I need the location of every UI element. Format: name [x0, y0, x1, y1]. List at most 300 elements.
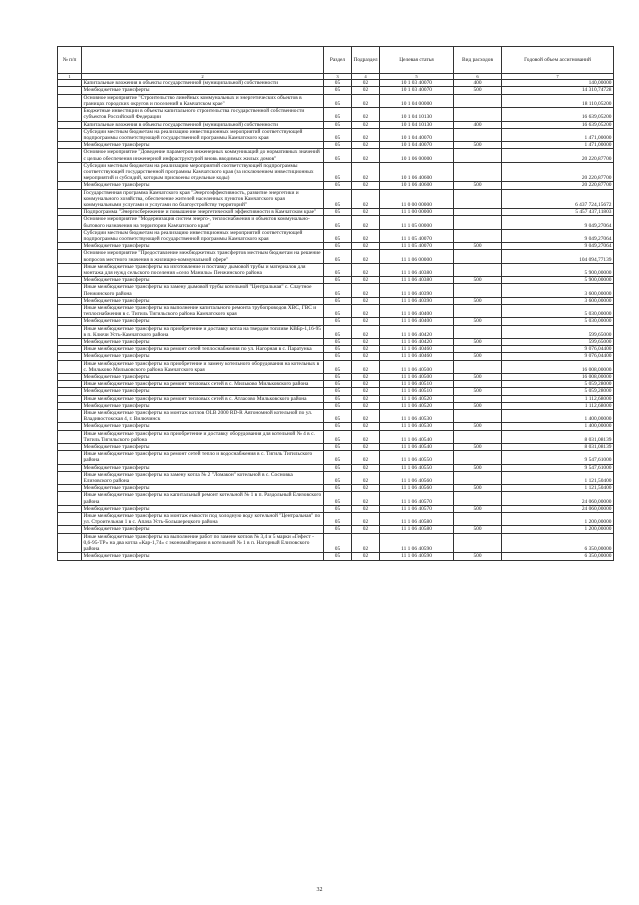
row-target-article-cell: 11 1 06 40540: [380, 444, 454, 451]
table-row: [58, 318, 614, 325]
row-section-cell: 05: [324, 182, 352, 189]
table-row: [58, 142, 614, 149]
row-number-cell: [58, 229, 82, 242]
row-number-cell: [58, 553, 82, 560]
row-subsection-cell: 02: [352, 263, 380, 276]
row-amount-cell: 20 220,87700: [502, 162, 614, 182]
row-target-article-cell: 11 1 06 40510: [380, 381, 454, 388]
table-row: [58, 216, 614, 229]
row-name-cell: Иные межбюджетные трансферты на ремонт сетей теплоснабжения по ул. Нагорная в с. Паратунка: [82, 346, 324, 353]
row-amount-cell: 140,00000: [502, 80, 614, 87]
row-number-cell: [58, 87, 82, 94]
table-row: [58, 464, 614, 471]
row-subsection-cell: 02: [352, 430, 380, 443]
column-number: 1: [58, 74, 82, 80]
row-amount-cell: 1 400,00000: [502, 423, 614, 430]
row-target-article-cell: 11 1 06 40550: [380, 464, 454, 471]
row-section-cell: 05: [324, 395, 352, 402]
row-section-cell: 05: [324, 325, 352, 338]
column-number: 5: [380, 74, 454, 80]
row-amount-cell: 9 049,27064: [502, 229, 614, 242]
row-name-cell: Межбюджетные трансферты: [82, 388, 324, 395]
row-target-article-cell: 11 1 06 40580: [380, 513, 454, 526]
row-amount-cell: 24 060,00000: [502, 492, 614, 505]
row-expense-type-cell: 500: [454, 464, 502, 471]
row-expense-type-cell: [454, 381, 502, 388]
row-subsection-cell: 02: [352, 388, 380, 395]
row-target-article-cell: 11 1 05 00000: [380, 216, 454, 229]
row-section-cell: 05: [324, 423, 352, 430]
table-row: [58, 410, 614, 423]
row-target-article-cell: 11 0 00 00000: [380, 189, 454, 209]
row-expense-type-cell: [454, 410, 502, 423]
row-name-cell: Иные межбюджетные трансферты на изготовление и поставку дымовой трубы и материалов для монтажа для нужд сельского поселения «село Манилы» Пенжинского района: [82, 263, 324, 276]
page-number: 32: [316, 887, 323, 893]
row-name-cell: Капитальные вложения в объекты государственной (муниципальной) собственности: [82, 80, 324, 87]
row-target-article-cell: 10 1 04 10130: [380, 121, 454, 128]
row-subsection-cell: 02: [352, 423, 380, 430]
row-number-cell: [58, 402, 82, 409]
row-number-cell: [58, 388, 82, 395]
row-subsection-cell: 02: [352, 395, 380, 402]
row-expense-type-cell: 500: [454, 485, 502, 492]
row-name-cell: Основное мероприятие "Строительство линейных коммунальных и энергетических объектов в границах городских округов и поселений в Камчатском крае": [82, 94, 324, 107]
row-target-article-cell: 11 1 06 40380: [380, 277, 454, 284]
row-name-cell: Субсидии местным бюджетам на реализацию инвестиционных мероприятий соответствующей подпрограммы соответствующей государственной программы Камчатского края: [82, 128, 324, 141]
row-name-cell: Межбюджетные трансферты: [82, 277, 324, 284]
table-row: [58, 374, 614, 381]
row-amount-cell: 16 008,00000: [502, 374, 614, 381]
row-amount-cell: 1 400,00000: [502, 410, 614, 423]
row-section-cell: 05: [324, 128, 352, 141]
row-subsection-cell: 02: [352, 277, 380, 284]
row-section-cell: 05: [324, 526, 352, 533]
row-number-cell: [58, 471, 82, 484]
row-expense-type-cell: [454, 471, 502, 484]
row-number-cell: [58, 108, 82, 121]
row-subsection-cell: 02: [352, 360, 380, 373]
row-number-cell: [58, 353, 82, 360]
table-body: [58, 80, 614, 560]
row-section-cell: 05: [324, 304, 352, 317]
row-amount-cell: 104 094,77139: [502, 250, 614, 263]
row-subsection-cell: 02: [352, 87, 380, 94]
row-name-cell: Основное мероприятие "Предоставление межбюджетных трансфертов местным бюджетам на решение вопросов местного значения в жилищно-коммунальной сфере": [82, 250, 324, 263]
row-section-cell: 05: [324, 471, 352, 484]
table-row: [58, 485, 614, 492]
row-amount-cell: 3 600,00000: [502, 297, 614, 304]
row-number-cell: [58, 121, 82, 128]
row-name-cell: Межбюджетные трансферты: [82, 243, 324, 250]
column-number: 2: [82, 74, 324, 80]
row-name-cell: Бюджетные инвестиции в объекты капитального строительства государственной собственности субъектов Российской Федерации: [82, 108, 324, 121]
row-expense-type-cell: [454, 451, 502, 464]
row-number-cell: [58, 142, 82, 149]
row-target-article-cell: 11 1 06 40390: [380, 284, 454, 297]
budget-table: [57, 46, 614, 561]
row-name-cell: Межбюджетные трансферты: [82, 339, 324, 346]
row-subsection-cell: 02: [352, 182, 380, 189]
table-row: [58, 94, 614, 107]
table-row: [58, 325, 614, 338]
row-subsection-cell: 02: [352, 243, 380, 250]
row-name-cell: Иные межбюджетные трансферты на замену котла № 2 "Ломакон" котельной в с. Сосновка Елизовского района: [82, 471, 324, 484]
row-expense-type-cell: [454, 209, 502, 216]
row-name-cell: Межбюджетные трансферты: [82, 444, 324, 451]
row-target-article-cell: 10 1 04 40070: [380, 128, 454, 141]
table-row: [58, 402, 614, 409]
row-expense-type-cell: [454, 430, 502, 443]
column-number: 4: [352, 74, 380, 80]
row-subsection-cell: 02: [352, 339, 380, 346]
col-name-header: [82, 47, 324, 74]
row-subsection-cell: 02: [352, 492, 380, 505]
row-section-cell: 05: [324, 263, 352, 276]
row-name-cell: Иные межбюджетные трансферты на ремонт сетей тепло и водоснабжения в с. Тигиль Тигильского района: [82, 451, 324, 464]
table-row: [58, 395, 614, 402]
table-row: [58, 471, 614, 484]
table-row: [58, 304, 614, 317]
row-amount-cell: 1 200,00000: [502, 513, 614, 526]
row-number-cell: [58, 128, 82, 141]
row-subsection-cell: 02: [352, 162, 380, 182]
row-amount-cell: 20 220,87700: [502, 149, 614, 162]
row-target-article-cell: 11 1 06 40540: [380, 430, 454, 443]
row-expense-type-cell: [454, 304, 502, 317]
row-expense-type-cell: [454, 128, 502, 141]
row-section-cell: 05: [324, 94, 352, 107]
row-amount-cell: 9 547,61000: [502, 451, 614, 464]
row-subsection-cell: 02: [352, 513, 380, 526]
row-amount-cell: 5 030,00000: [502, 318, 614, 325]
row-number-cell: [58, 263, 82, 276]
row-name-cell: Межбюджетные трансферты: [82, 142, 324, 149]
row-number-cell: [58, 80, 82, 87]
row-target-article-cell: 11 1 06 40520: [380, 395, 454, 402]
row-subsection-cell: 02: [352, 353, 380, 360]
row-name-cell: Основное мероприятие "Модернизация систем энерго-, теплоснабжения и объектов коммунально-бытового назначения на территории Камчатского края": [82, 216, 324, 229]
row-name-cell: Иные межбюджетные трансферты на монтаж емкости под холодную воду котельной "Центральная" по ул. Строительная 1 в с. Апача Усть-Большерецкого района: [82, 513, 324, 526]
row-expense-type-cell: 500: [454, 182, 502, 189]
row-section-cell: 05: [324, 209, 352, 216]
row-expense-type-cell: [454, 250, 502, 263]
row-number-cell: [58, 284, 82, 297]
row-target-article-cell: 10 1 06 40600: [380, 182, 454, 189]
row-number-cell: [58, 513, 82, 526]
row-target-article-cell: 11 1 00 00000: [380, 209, 454, 216]
row-target-article-cell: 10 1 04 10130: [380, 108, 454, 121]
row-amount-cell: 5 059,28000: [502, 381, 614, 388]
row-number-cell: [58, 410, 82, 423]
table-row: [58, 423, 614, 430]
row-target-article-cell: 11 1 06 40590: [380, 553, 454, 560]
row-name-cell: Иные межбюджетные трансферты на приобретение и доставку оборудования для котельной № 4 в с. Тигиль Тигильского района: [82, 430, 324, 443]
table-row: [58, 182, 614, 189]
row-expense-type-cell: 500: [454, 402, 502, 409]
row-section-cell: 05: [324, 162, 352, 182]
table-row: [58, 526, 614, 533]
row-subsection-cell: 02: [352, 533, 380, 553]
row-name-cell: Иные межбюджетные трансферты на выполнение работ по замене котлов № 3,4 и 5 марки «Гефест - 0,6-95-ТР» на два котла «Кар-1,74» с экономайзерами в котельной № 1 в п. Нагорный Елизовского района: [82, 533, 324, 553]
row-expense-type-cell: 500: [454, 142, 502, 149]
col-subsection-header: Подраздел: [352, 47, 380, 74]
row-name-cell: Иные межбюджетные трансферты на приобретение и доставку котла на твердом топливе КВБр-1,16-95 в п. Ключи Усть-Камчатского района: [82, 325, 324, 338]
row-number-cell: [58, 485, 82, 492]
row-section-cell: 05: [324, 108, 352, 121]
row-name-cell: Межбюджетные трансферты: [82, 374, 324, 381]
row-subsection-cell: 02: [352, 464, 380, 471]
row-name-cell: Межбюджетные трансферты: [82, 553, 324, 560]
row-amount-cell: 5 900,00000: [502, 277, 614, 284]
row-amount-cell: 1 112,68000: [502, 402, 614, 409]
row-target-article-cell: 11 1 06 40520: [380, 402, 454, 409]
row-target-article-cell: 10 1 06 00000: [380, 149, 454, 162]
row-target-article-cell: 11 1 06 40400: [380, 318, 454, 325]
row-name-cell: Межбюджетные трансферты: [82, 464, 324, 471]
row-subsection-cell: 02: [352, 121, 380, 128]
row-number-cell: [58, 360, 82, 373]
row-number-cell: [58, 346, 82, 353]
row-target-article-cell: 10 1 03 40070: [380, 80, 454, 87]
row-amount-cell: 6 437 724,15672: [502, 189, 614, 209]
table-row: [58, 360, 614, 373]
table-row: [58, 243, 614, 250]
row-amount-cell: 5 030,00000: [502, 304, 614, 317]
row-subsection-cell: 02: [352, 149, 380, 162]
row-amount-cell: 8 031,08139: [502, 430, 614, 443]
col-annual-amount-header: Годовой объем ассигнований: [502, 47, 614, 74]
row-amount-cell: 1 121,50400: [502, 485, 614, 492]
table-row: [58, 229, 614, 242]
row-expense-type-cell: 500: [454, 374, 502, 381]
row-section-cell: 05: [324, 297, 352, 304]
table-header-row: [58, 47, 614, 74]
table-row: [58, 108, 614, 121]
row-expense-type-cell: [454, 162, 502, 182]
row-amount-cell: 599,65000: [502, 339, 614, 346]
row-amount-cell: 14 310,74728: [502, 87, 614, 94]
row-number-cell: [58, 444, 82, 451]
row-number-cell: [58, 189, 82, 209]
row-target-article-cell: 11 1 06 40550: [380, 451, 454, 464]
row-target-article-cell: 11 1 06 40390: [380, 297, 454, 304]
row-name-cell: Межбюджетные трансферты: [82, 526, 324, 533]
row-expense-type-cell: [454, 284, 502, 297]
row-section-cell: 05: [324, 388, 352, 395]
table-row: [58, 346, 614, 353]
row-number-cell: [58, 339, 82, 346]
row-target-article-cell: 11 1 06 40420: [380, 339, 454, 346]
row-expense-type-cell: 400: [454, 80, 502, 87]
row-subsection-cell: 02: [352, 325, 380, 338]
row-section-cell: 05: [324, 374, 352, 381]
row-section-cell: 05: [324, 402, 352, 409]
table-row: [58, 353, 614, 360]
table-row: [58, 381, 614, 388]
row-number-cell: [58, 505, 82, 512]
row-number-cell: [58, 526, 82, 533]
row-target-article-cell: 11 1 06 40580: [380, 526, 454, 533]
row-target-article-cell: 10 1 04 40070: [380, 142, 454, 149]
row-target-article-cell: 10 1 03 40070: [380, 87, 454, 94]
row-subsection-cell: 02: [352, 108, 380, 121]
row-section-cell: 05: [324, 346, 352, 353]
row-target-article-cell: 11 1 05 40070: [380, 229, 454, 242]
row-section-cell: 05: [324, 410, 352, 423]
row-expense-type-cell: [454, 395, 502, 402]
column-number: 3: [324, 74, 352, 80]
row-section-cell: 05: [324, 216, 352, 229]
row-subsection-cell: 02: [352, 485, 380, 492]
col-number-header: № п/п: [58, 47, 82, 74]
row-subsection-cell: 02: [352, 410, 380, 423]
row-name-cell: Субсидии местным бюджетам на реализацию инвестиционных мероприятий соответствующей подпрограммы соответствующей государственной программы Камчатского края: [82, 229, 324, 242]
row-expense-type-cell: [454, 229, 502, 242]
row-subsection-cell: 02: [352, 304, 380, 317]
row-name-cell: Межбюджетные трансферты: [82, 505, 324, 512]
row-amount-cell: 1 471,00000: [502, 128, 614, 141]
row-target-article-cell: 11 1 05 40070: [380, 243, 454, 250]
row-number-cell: [58, 94, 82, 107]
row-amount-cell: 9 049,27064: [502, 216, 614, 229]
row-amount-cell: 5 457 437,11803: [502, 209, 614, 216]
row-amount-cell: 8 031,08139: [502, 444, 614, 451]
row-section-cell: 05: [324, 505, 352, 512]
row-amount-cell: 1 112,68000: [502, 395, 614, 402]
row-subsection-cell: 02: [352, 318, 380, 325]
row-expense-type-cell: [454, 94, 502, 107]
row-section-cell: 05: [324, 121, 352, 128]
row-name-cell: Иные межбюджетные трансферты на ремонт тепловых сетей в с. Мильково Мильковского района: [82, 381, 324, 388]
row-amount-cell: 16 008,00000: [502, 360, 614, 373]
row-target-article-cell: 11 1 06 40570: [380, 505, 454, 512]
row-subsection-cell: 02: [352, 444, 380, 451]
row-expense-type-cell: 500: [454, 526, 502, 533]
row-subsection-cell: 02: [352, 346, 380, 353]
table-row: [58, 277, 614, 284]
row-target-article-cell: 11 1 06 40500: [380, 360, 454, 373]
table-row: [58, 162, 614, 182]
row-name-cell: Основное мероприятие "Доведение параметров инженерных коммуникаций до нормативных значений с целью обеспечения инженерной инфраструктурой вновь вводимых жилых домов": [82, 149, 324, 162]
table-row: [58, 533, 614, 553]
row-section-cell: 05: [324, 464, 352, 471]
row-expense-type-cell: 500: [454, 444, 502, 451]
column-number: 6: [454, 74, 502, 80]
table-row: [58, 297, 614, 304]
table-row: [58, 250, 614, 263]
row-number-cell: [58, 216, 82, 229]
row-subsection-cell: 02: [352, 471, 380, 484]
row-number-cell: [58, 304, 82, 317]
table-row: [58, 492, 614, 505]
table-row: [58, 80, 614, 87]
row-expense-type-cell: 500: [454, 277, 502, 284]
row-subsection-cell: 02: [352, 297, 380, 304]
row-section-cell: 05: [324, 381, 352, 388]
row-amount-cell: 18 110,05200: [502, 94, 614, 107]
row-subsection-cell: 02: [352, 381, 380, 388]
table-row: [58, 209, 614, 216]
table-row: [58, 149, 614, 162]
row-number-cell: [58, 492, 82, 505]
row-name-cell: Иные межбюджетные трансферты на ремонт тепловых сетей в с. Атласово Мильковского района: [82, 395, 324, 402]
row-target-article-cell: 11 1 06 00000: [380, 250, 454, 263]
row-expense-type-cell: 500: [454, 423, 502, 430]
row-section-cell: 05: [324, 87, 352, 94]
table-row: [58, 339, 614, 346]
row-expense-type-cell: 500: [454, 553, 502, 560]
row-section-cell: 05: [324, 277, 352, 284]
row-subsection-cell: 02: [352, 526, 380, 533]
row-number-cell: [58, 243, 82, 250]
table-row: [58, 451, 614, 464]
row-subsection-cell: 02: [352, 128, 380, 141]
row-name-cell: Межбюджетные трансферты: [82, 318, 324, 325]
row-amount-cell: 599,65000: [502, 325, 614, 338]
row-number-cell: [58, 464, 82, 471]
row-section-cell: 05: [324, 229, 352, 242]
row-target-article-cell: 11 1 06 40460: [380, 353, 454, 360]
row-amount-cell: 20 220,87700: [502, 182, 614, 189]
column-number: 7: [502, 74, 614, 80]
row-expense-type-cell: [454, 492, 502, 505]
row-amount-cell: 16 639,05200: [502, 108, 614, 121]
row-number-cell: [58, 381, 82, 388]
row-section-cell: 05: [324, 142, 352, 149]
row-target-article-cell: 11 1 06 40570: [380, 492, 454, 505]
row-expense-type-cell: 500: [454, 297, 502, 304]
row-name-cell: Иные межбюджетные трансферты на монтаж котлов OLB 2000 RD-R Автономной котельной по ул. Владивостокская 4, г. Вилючинск: [82, 410, 324, 423]
row-target-article-cell: 11 1 06 40590: [380, 533, 454, 553]
row-number-cell: [58, 423, 82, 430]
row-section-cell: 05: [324, 430, 352, 443]
row-section-cell: 05: [324, 189, 352, 209]
row-number-cell: [58, 149, 82, 162]
row-section-cell: 05: [324, 80, 352, 87]
row-target-article-cell: 11 1 06 40420: [380, 325, 454, 338]
table-row: [58, 553, 614, 560]
row-subsection-cell: 02: [352, 80, 380, 87]
row-expense-type-cell: [454, 325, 502, 338]
row-target-article-cell: 11 1 06 40400: [380, 304, 454, 317]
row-name-cell: Капитальные вложения в объекты государственной (муниципальной) собственности: [82, 121, 324, 128]
row-target-article-cell: 11 1 06 40500: [380, 374, 454, 381]
row-number-cell: [58, 318, 82, 325]
row-subsection-cell: 02: [352, 505, 380, 512]
table-row: [58, 513, 614, 526]
row-target-article-cell: 11 1 06 40530: [380, 423, 454, 430]
row-expense-type-cell: 500: [454, 243, 502, 250]
row-section-cell: 05: [324, 353, 352, 360]
table-row: [58, 284, 614, 297]
row-amount-cell: 9 547,61000: [502, 464, 614, 471]
row-target-article-cell: 11 1 06 40530: [380, 410, 454, 423]
row-subsection-cell: 02: [352, 94, 380, 107]
row-name-cell: Межбюджетные трансферты: [82, 423, 324, 430]
row-number-cell: [58, 277, 82, 284]
row-subsection-cell: 02: [352, 451, 380, 464]
row-expense-type-cell: 500: [454, 353, 502, 360]
row-section-cell: 05: [324, 149, 352, 162]
row-section-cell: 05: [324, 250, 352, 263]
row-section-cell: 05: [324, 318, 352, 325]
table-row: [58, 388, 614, 395]
row-subsection-cell: 02: [352, 142, 380, 149]
row-number-cell: [58, 395, 82, 402]
row-name-cell: Межбюджетные трансферты: [82, 402, 324, 409]
row-amount-cell: 6 350,00000: [502, 553, 614, 560]
col-section-header: Раздел: [324, 47, 352, 74]
